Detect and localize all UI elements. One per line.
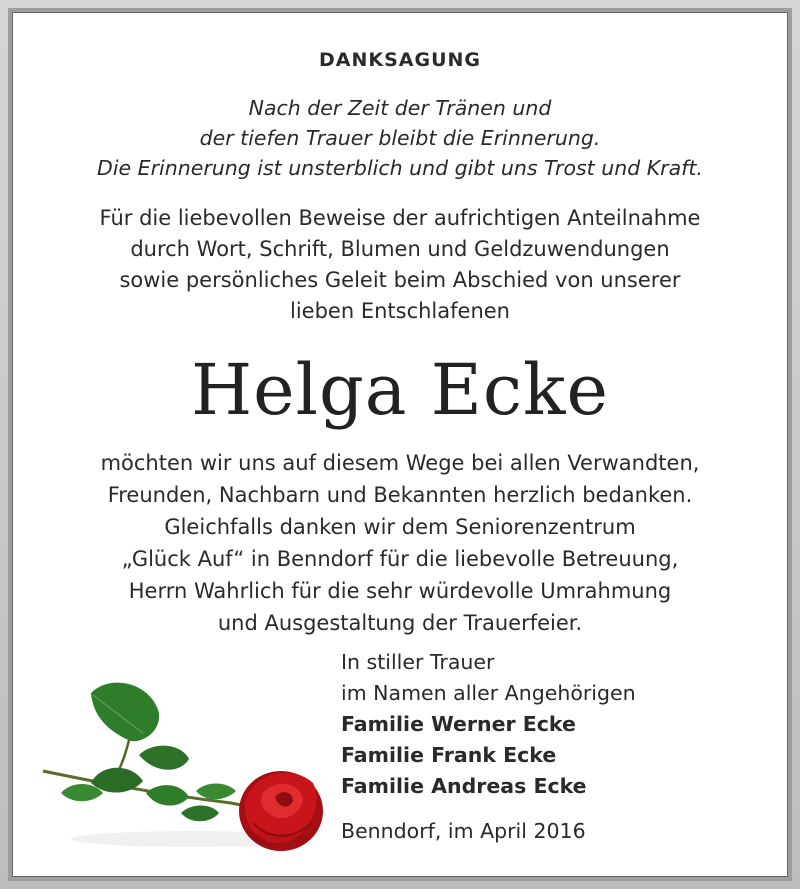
signature-line: im Namen aller Angehörigen [341,681,636,705]
thanks-line: Herrn Wahrlich für die sehr würdevolle Umrahmung [128,579,672,603]
family-name: Familie Werner Ecke [341,712,576,736]
signature-block [341,647,636,802]
family-name: Familie Andreas Ecke [341,774,587,798]
place-date: Benndorf, im April 2016 [341,819,586,843]
intro-paragraph [13,203,787,327]
thanks-line: Gleichfalls danken wir dem Seniorenzentrum [164,515,636,539]
quote-line: Nach der Zeit der Tränen und [248,96,552,120]
intro-line: Für die liebevollen Beweise der aufrichtigen Anteilnahme [99,206,701,230]
thanks-paragraph [13,447,787,639]
intro-line: durch Wort, Schrift, Blumen und Geldzuwendungen [130,237,670,261]
family-name: Familie Frank Ecke [341,743,557,767]
thanks-line: möchten wir uns auf diesem Wege bei allen Verwandten, [100,451,700,475]
thanks-line: Freunden, Nachbarn und Bekannten herzlich bedanken. [107,483,693,507]
signature-line: In stiller Trauer [341,650,495,674]
memorial-quote [13,93,787,183]
intro-line: sowie persönliches Geleit beim Abschied von unserer [119,268,681,292]
quote-line: der tiefen Trauer bleibt die Erinnerung. [199,126,601,150]
quote-line: Die Erinnerung ist unsterblich und gibt uns Trost und Kraft. [97,156,703,180]
thanks-line: „Glück Auf“ in Benndorf für die liebevolle Betreuung, [121,547,679,571]
frame-border [8,8,792,881]
thanks-line: und Ausgestaltung der Trauerfeier. [217,611,583,635]
rose-illustration [31,663,331,863]
intro-line: lieben Entschlafenen [290,299,510,323]
deceased-name: Helga Ecke [191,349,609,431]
notice-card [12,12,788,877]
notice-heading: DANKSAGUNG [318,49,481,71]
